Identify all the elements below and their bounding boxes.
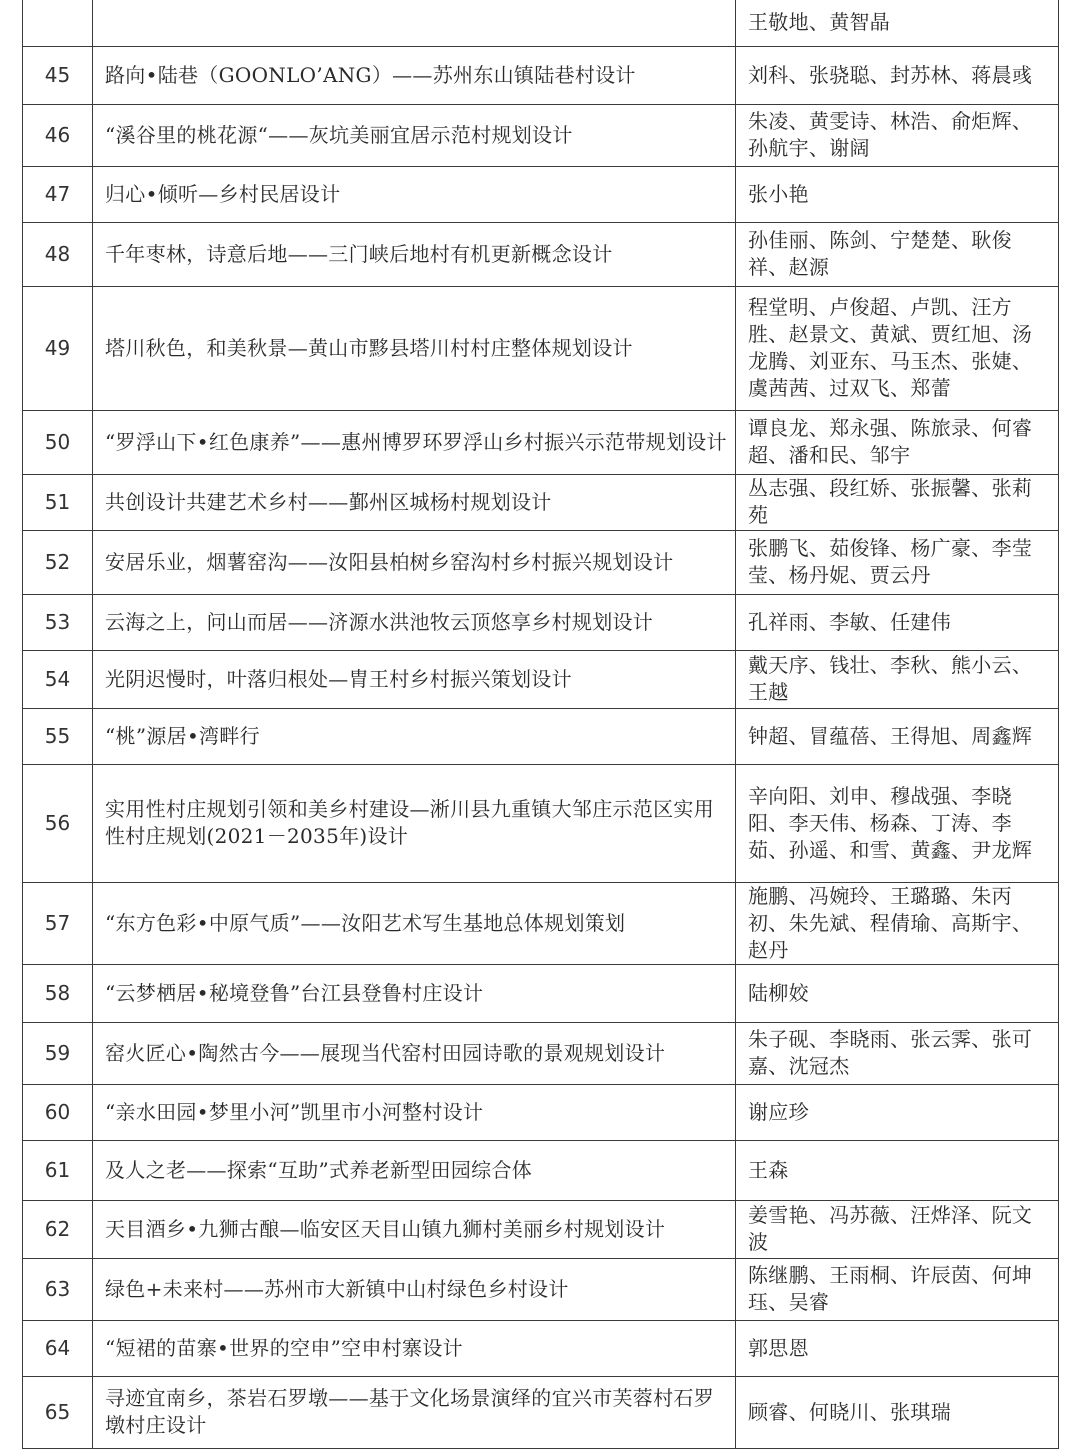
table-row	[23, 1084, 1059, 1140]
project-authors: 谭良龙、郑永强、陈旅录、何睿超、潘和民、邹宇	[736, 410, 1059, 474]
project-authors: 戴天序、钱壮、李秋、熊小云、王越	[736, 650, 1059, 708]
project-authors: 王森	[736, 1140, 1059, 1200]
row-number: 60	[23, 1084, 93, 1140]
project-title: 绿色+未来村——苏州市大新镇中山村绿色乡村设计	[93, 1258, 736, 1320]
row-number: 58	[23, 964, 93, 1022]
table-row	[23, 1320, 1059, 1376]
results-table	[22, 0, 1059, 1449]
row-number: 61	[23, 1140, 93, 1200]
table-row	[23, 0, 1059, 46]
project-title: 寻迹宜南乡，茶岩石罗墩——基于文化场景演绎的宜兴市芙蓉村石罗墩村庄设计	[93, 1376, 736, 1448]
project-authors: 姜雪艳、冯苏薇、汪烨泽、阮文波	[736, 1200, 1059, 1258]
project-authors: 陈继鹏、王雨桐、许辰茵、何坤珏、吴睿	[736, 1258, 1059, 1320]
project-authors: 孙佳丽、陈剑、宁楚楚、耿俊祥、赵源	[736, 222, 1059, 286]
row-number: 47	[23, 166, 93, 222]
project-authors: 丛志强、段红娇、张振馨、张莉苑	[736, 474, 1059, 530]
project-title: 路向•陆巷（GOONLO’ANG）——苏州东山镇陆巷村设计	[93, 46, 736, 104]
project-authors: 张小艳	[736, 166, 1059, 222]
project-title: 千年枣林，诗意后地——三门峡后地村有机更新概念设计	[93, 222, 736, 286]
table-row	[23, 474, 1059, 530]
row-number: 52	[23, 530, 93, 594]
row-number: 48	[23, 222, 93, 286]
project-title: “罗浮山下•红色康养”——惠州博罗环罗浮山乡村振兴示范带规划设计	[93, 410, 736, 474]
row-number: 57	[23, 882, 93, 964]
table-row	[23, 708, 1059, 764]
project-title: “桃”源居•湾畔行	[93, 708, 736, 764]
project-title: 实用性村庄规划引领和美乡村建设—淅川县九重镇大邹庄示范区实用性村庄规划(2021－2035年)设计	[93, 764, 736, 882]
project-title	[93, 0, 736, 46]
row-number: 45	[23, 46, 93, 104]
row-number: 56	[23, 764, 93, 882]
project-authors: 王敬地、黄智晶	[736, 0, 1059, 46]
project-authors: 张鹏飞、茹俊锋、杨广豪、李莹莹、杨丹妮、贾云丹	[736, 530, 1059, 594]
project-authors: 朱凌、黄雯诗、林浩、俞炬辉、孙航宇、谢阔	[736, 104, 1059, 166]
project-title: 归心•倾听—乡村民居设计	[93, 166, 736, 222]
table-row	[23, 1022, 1059, 1084]
project-title: 云海之上，问山而居——济源水洪池牧云顶悠享乡村规划设计	[93, 594, 736, 650]
project-authors: 施鹏、冯婉玲、王璐璐、朱丙初、朱先斌、程倩瑜、高斯宇、赵丹	[736, 882, 1059, 964]
table-row	[23, 1140, 1059, 1200]
row-number: 54	[23, 650, 93, 708]
table-row	[23, 286, 1059, 410]
row-number: 64	[23, 1320, 93, 1376]
project-authors: 刘科、张骁聪、封苏林、蒋晨彧	[736, 46, 1059, 104]
table-row	[23, 530, 1059, 594]
project-authors: 孔祥雨、李敏、任建伟	[736, 594, 1059, 650]
table-row	[23, 764, 1059, 882]
project-title: 及人之老——探索“互助”式养老新型田园综合体	[93, 1140, 736, 1200]
table-row	[23, 882, 1059, 964]
project-authors: 程堂明、卢俊超、卢凯、汪方胜、赵景文、黄斌、贾红旭、汤龙腾、刘亚东、马玉杰、张婕、虞茜茜、过双飞、郑蕾	[736, 286, 1059, 410]
project-title: 天目酒乡•九狮古酿—临安区天目山镇九狮村美丽乡村规划设计	[93, 1200, 736, 1258]
table-row	[23, 1200, 1059, 1258]
row-number: 50	[23, 410, 93, 474]
table-row	[23, 594, 1059, 650]
table-row	[23, 650, 1059, 708]
project-title: 安居乐业，烟薯窑沟——汝阳县柏树乡窑沟村乡村振兴规划设计	[93, 530, 736, 594]
table-row	[23, 222, 1059, 286]
row-number: 49	[23, 286, 93, 410]
project-title: 塔川秋色，和美秋景—黄山市黟县塔川村村庄整体规划设计	[93, 286, 736, 410]
table-body	[23, 0, 1059, 1448]
project-title: 共创设计共建艺术乡村——鄞州区城杨村规划设计	[93, 474, 736, 530]
project-authors: 谢应珍	[736, 1084, 1059, 1140]
project-authors: 郭思恩	[736, 1320, 1059, 1376]
table-row	[23, 166, 1059, 222]
table-row	[23, 1258, 1059, 1320]
project-title: 光阴迟慢时，叶落归根处—胄王村乡村振兴策划设计	[93, 650, 736, 708]
project-authors: 辛向阳、刘申、穆战强、李晓阳、李天伟、杨森、丁涛、李茹、孙遥、和雪、黄鑫、尹龙辉	[736, 764, 1059, 882]
table-row	[23, 46, 1059, 104]
project-title: “亲水田园•梦里小河”凯里市小河整村设计	[93, 1084, 736, 1140]
row-number	[23, 0, 93, 46]
table-row	[23, 410, 1059, 474]
row-number: 55	[23, 708, 93, 764]
row-number: 46	[23, 104, 93, 166]
project-title: “云梦栖居•秘境登鲁”台江县登鲁村庄设计	[93, 964, 736, 1022]
row-number: 59	[23, 1022, 93, 1084]
table-row	[23, 104, 1059, 166]
row-number: 65	[23, 1376, 93, 1448]
table-row	[23, 1376, 1059, 1448]
project-authors: 朱子砚、李晓雨、张云霁、张可嘉、沈冠杰	[736, 1022, 1059, 1084]
project-title: 窑火匠心•陶然古今——展现当代窑村田园诗歌的景观规划设计	[93, 1022, 736, 1084]
project-authors: 顾睿、何晓川、张琪瑞	[736, 1376, 1059, 1448]
project-title: “东方色彩•中原气质”——汝阳艺术写生基地总体规划策划	[93, 882, 736, 964]
row-number: 53	[23, 594, 93, 650]
project-title: “溪谷里的桃花源“——灰坑美丽宜居示范村规划设计	[93, 104, 736, 166]
table-row	[23, 964, 1059, 1022]
row-number: 62	[23, 1200, 93, 1258]
project-authors: 钟超、冒蕴蓓、王得旭、周鑫辉	[736, 708, 1059, 764]
project-authors: 陆柳姣	[736, 964, 1059, 1022]
project-title: “短裙的苗寨•世界的空申”空申村寨设计	[93, 1320, 736, 1376]
row-number: 63	[23, 1258, 93, 1320]
row-number: 51	[23, 474, 93, 530]
